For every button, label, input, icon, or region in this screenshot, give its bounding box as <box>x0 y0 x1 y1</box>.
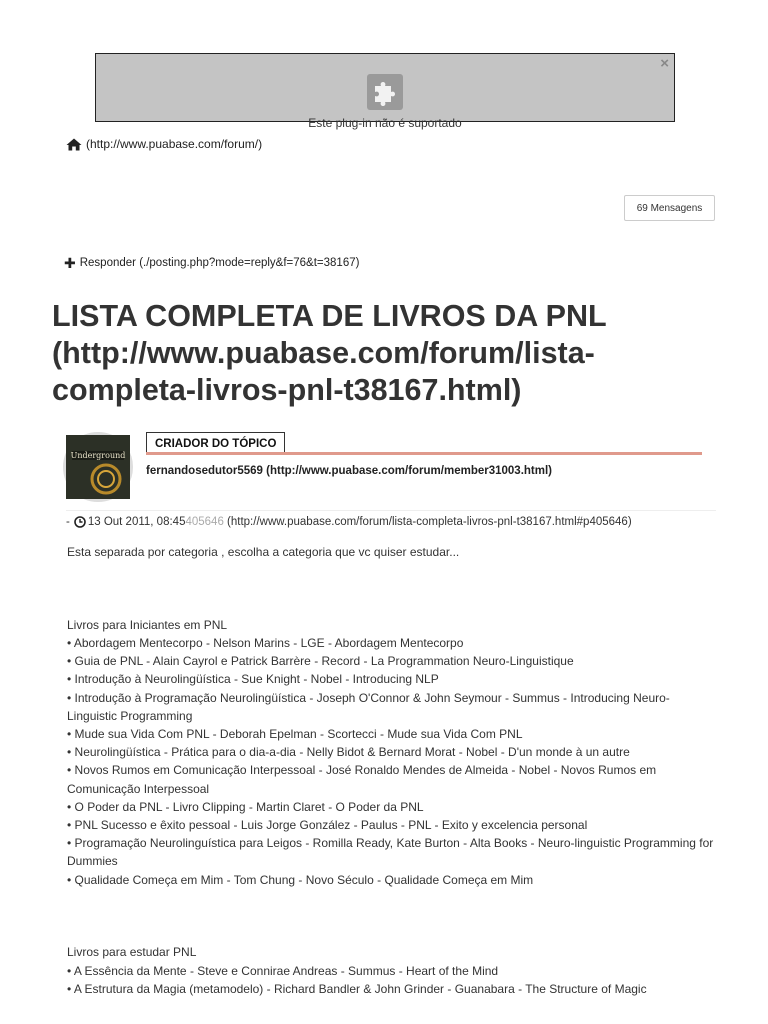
post-id[interactable]: 405646 <box>185 516 224 528</box>
creator-badge: CRIADOR DO TÓPICO <box>146 432 285 455</box>
list-item: • O Poder da PNL - Livro Clipping - Martin Claret - O Poder da PNL <box>67 799 424 814</box>
list-item: • Neurolingüística - Prática para o dia-a-dia - Nelly Bidot & Bernard Morat - Nobel - D'un monde à un autre <box>67 745 630 760</box>
post-body <box>67 543 717 998</box>
list-item: • Abordagem Mentecorpo - Nelson Marins - LGE - Abordagem Mentecorpo <box>67 636 464 650</box>
message-count-button[interactable]: 69 Mensagens <box>624 195 715 221</box>
list-item: • PNL Sucesso e êxito pessoal - Luis Jorge González - Paulus - PNL - Exito y excelencia personal <box>67 818 588 833</box>
clock-icon <box>74 516 86 528</box>
list-item: • Qualidade Começa em Mim - Tom Chung - Novo Século - Qualidade Começa em Mim <box>67 872 534 887</box>
home-link-text: (http://www.puabase.com/forum/) <box>86 137 263 151</box>
topic-title[interactable]: LISTA COMPLETA DE LIVROS DA PNL (http://www.puabase.com/forum/lista-completa-livros-pnl-t38167.html) <box>52 299 607 407</box>
puzzle-piece-icon <box>367 74 403 110</box>
post-intro: Esta separada por categoria , escolha a categoria que vc quiser estudar... <box>67 545 460 559</box>
list-item: • Novos Rumos em Comunicação Interpessoal - José Ronaldo Mendes de Almeida - Nobel - Novos Rumos em Comunicação Interpessoal <box>67 763 657 796</box>
reply-link[interactable] <box>64 256 359 270</box>
avatar[interactable] <box>63 432 133 502</box>
meta-prefix: - <box>66 516 70 528</box>
list-item: • Guia de PNL - Alain Cayrol e Patrick Barrère - Record - La Programmation Neuro-Linguistique <box>67 654 574 669</box>
home-icon <box>66 138 82 151</box>
list-item: • Introdução à Programação Neurolingüística - Joseph O'Connor & John Seymour - Summus - Introducing Neuro-Linguistic Programming <box>67 690 670 723</box>
reply-link-text: Responder (./posting.php?mode=reply&f=76&t=38167) <box>79 257 360 269</box>
svg-text:Underground: Underground <box>70 451 126 460</box>
list-item: • A Estrutura da Magia (metamodelo) - Richard Bandler & John Grinder - Guanabara - The Structure of Magic <box>67 981 647 996</box>
author-link[interactable]: fernandosedutor5569 (http://www.puabase.com/forum/member31003.html) <box>146 465 552 477</box>
post-meta <box>66 516 632 528</box>
divider <box>66 510 716 511</box>
post-date: 13 Out 2011, 08:45 <box>87 516 186 528</box>
section-title: Livros para estudar PNL <box>67 945 197 960</box>
list-item: • Introdução à Neurolingüística - Sue Knight - Nobel - Introducing NLP <box>67 672 439 687</box>
home-link[interactable] <box>66 137 262 151</box>
close-icon[interactable]: × <box>660 55 669 72</box>
plus-icon: ✚ <box>64 255 76 271</box>
list-item: • A Essência da Mente - Steve e Connirae Andreas - Summus - Heart of the Mind <box>67 963 499 978</box>
section-title: Livros para Iniciantes em PNL <box>67 617 228 632</box>
badge-divider <box>146 452 702 455</box>
list-item: • Programação Neurolinguística para Leigos - Romilla Ready, Kate Burton - Alta Books - Neuro-linguistic Programming for Dummies <box>67 836 714 869</box>
list-item: • Mude sua Vida Com PNL - Deborah Epelman - Scortecci - Mude sua Vida Com PNL <box>67 727 523 742</box>
plugin-message: Este plug-in não é suportado <box>308 116 462 130</box>
plugin-placeholder <box>95 53 675 130</box>
post-permalink[interactable]: (http://www.puabase.com/forum/lista-completa-livros-pnl-t38167.html#p405646) <box>227 516 632 528</box>
